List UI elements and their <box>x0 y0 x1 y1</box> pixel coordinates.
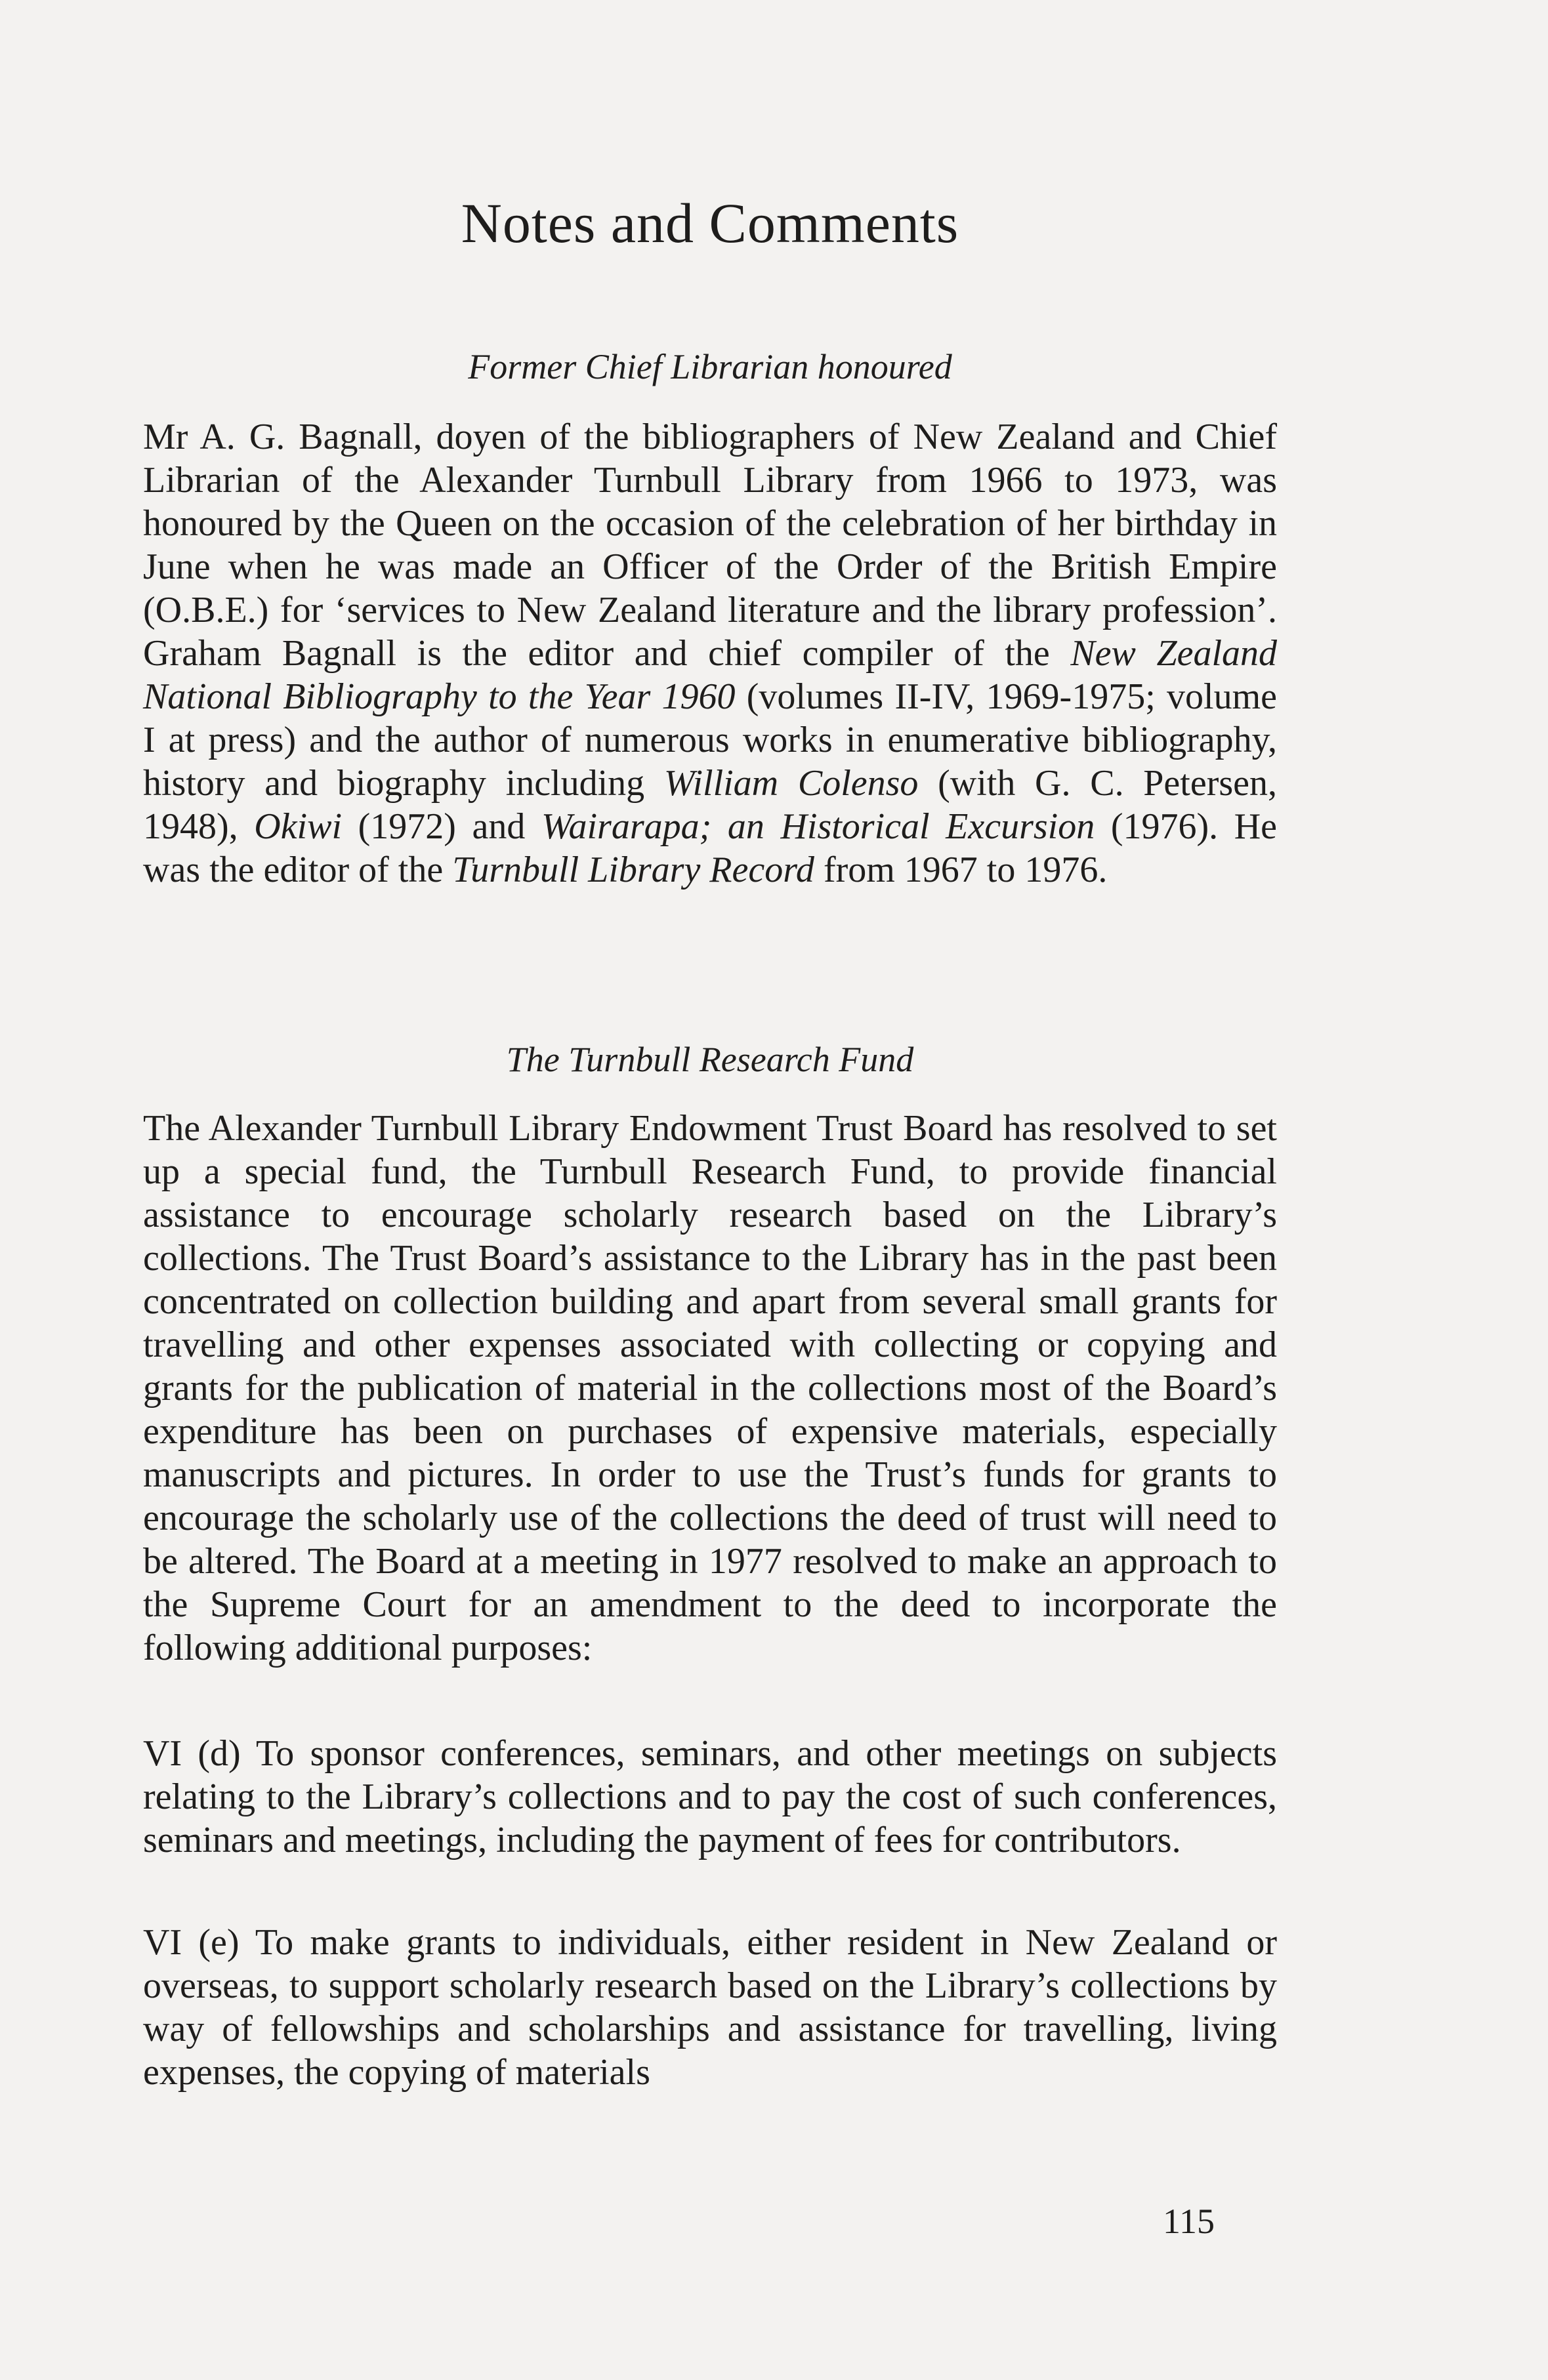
italic-title: New Zealand National Bibliography to the Year 1960 <box>143 633 1277 717</box>
text-run: (1976). He was the editor of the <box>143 806 1277 890</box>
italic-title: Turnbull Library Record <box>452 850 814 890</box>
page-title: Notes and Comments <box>461 192 959 255</box>
italic-title: William Colenso <box>663 763 919 804</box>
text-run: from 1967 to 1976. <box>814 850 1108 890</box>
italic-title: Okiwi <box>254 806 343 847</box>
paragraph-purpose-vi-d: VI (d) To sponsor conferences, seminars, and other meetings on subjects relating to the Library’s collections and to pay the cost of such conferences, seminars and meetings, including the payment of fees for contributors. <box>143 1733 1277 1860</box>
paragraph-purpose-vi-e: VI (e) To make grants to individuals, either resident in New Zealand or overseas, to support scholarly research based on the Library’s collections by way of fellowships and scholarships and assistance for travelling, living expenses, the copying of materials <box>143 1922 1277 2093</box>
paragraph-research-fund: The Alexander Turnbull Library Endowment Trust Board has resolved to set up a special fund, the Turnbull Research Fund, to provide financial assistance to encourage scholarly research based on the Library’s collections. The Trust Board’s assistance to the Library has in the past been concentrated on collection building and apart from several small grants for travelling and other expenses associated with collecting or copying and grants for the publication of material in the collections most of the Board’s expenditure has been on purchases of expensive materials, especially manuscripts and pictures. In order to use the Trust’s funds for grants to encourage the scholarly use of the collections the deed of trust will need to be altered. The Board at a meeting in 1977 resolved to make an approach to the Supreme Court for an amendment to the deed to incorporate the following additional purposes: <box>143 1108 1277 1668</box>
italic-title: Wairarapa; an Historical Excursion <box>541 806 1095 847</box>
text-run: (1972) and <box>342 806 541 847</box>
text-run: (volumes II-IV, 1969-1975; volume I at press) and the author of numerous works in enumerative bibliography, history and biography including <box>143 676 1277 804</box>
section-heading-research-fund: The Turnbull Research Fund <box>506 1040 914 1079</box>
page <box>143 0 1277 2380</box>
text-run: Mr A. G. Bagnall, doyen of the bibliographers of New Zealand and Chief Librarian of the Alexander Turnbull Library from 1966 to 1973, was honoured by the Queen on the occasion of the celebration of her birthday in June when he was made an Officer of the Order of the British Empire (O.B.E.) for ‘services to New Zealand literature and the library profession’. Graham Bagnall is the editor and chief compiler of the <box>143 417 1277 674</box>
text-run: (with G. C. Petersen, 1948), <box>143 763 1277 847</box>
page-number: 115 <box>1163 2202 1215 2241</box>
section-heading-bagnall: Former Chief Librarian honoured <box>468 347 952 386</box>
paragraph-bagnall <box>143 415 1277 892</box>
